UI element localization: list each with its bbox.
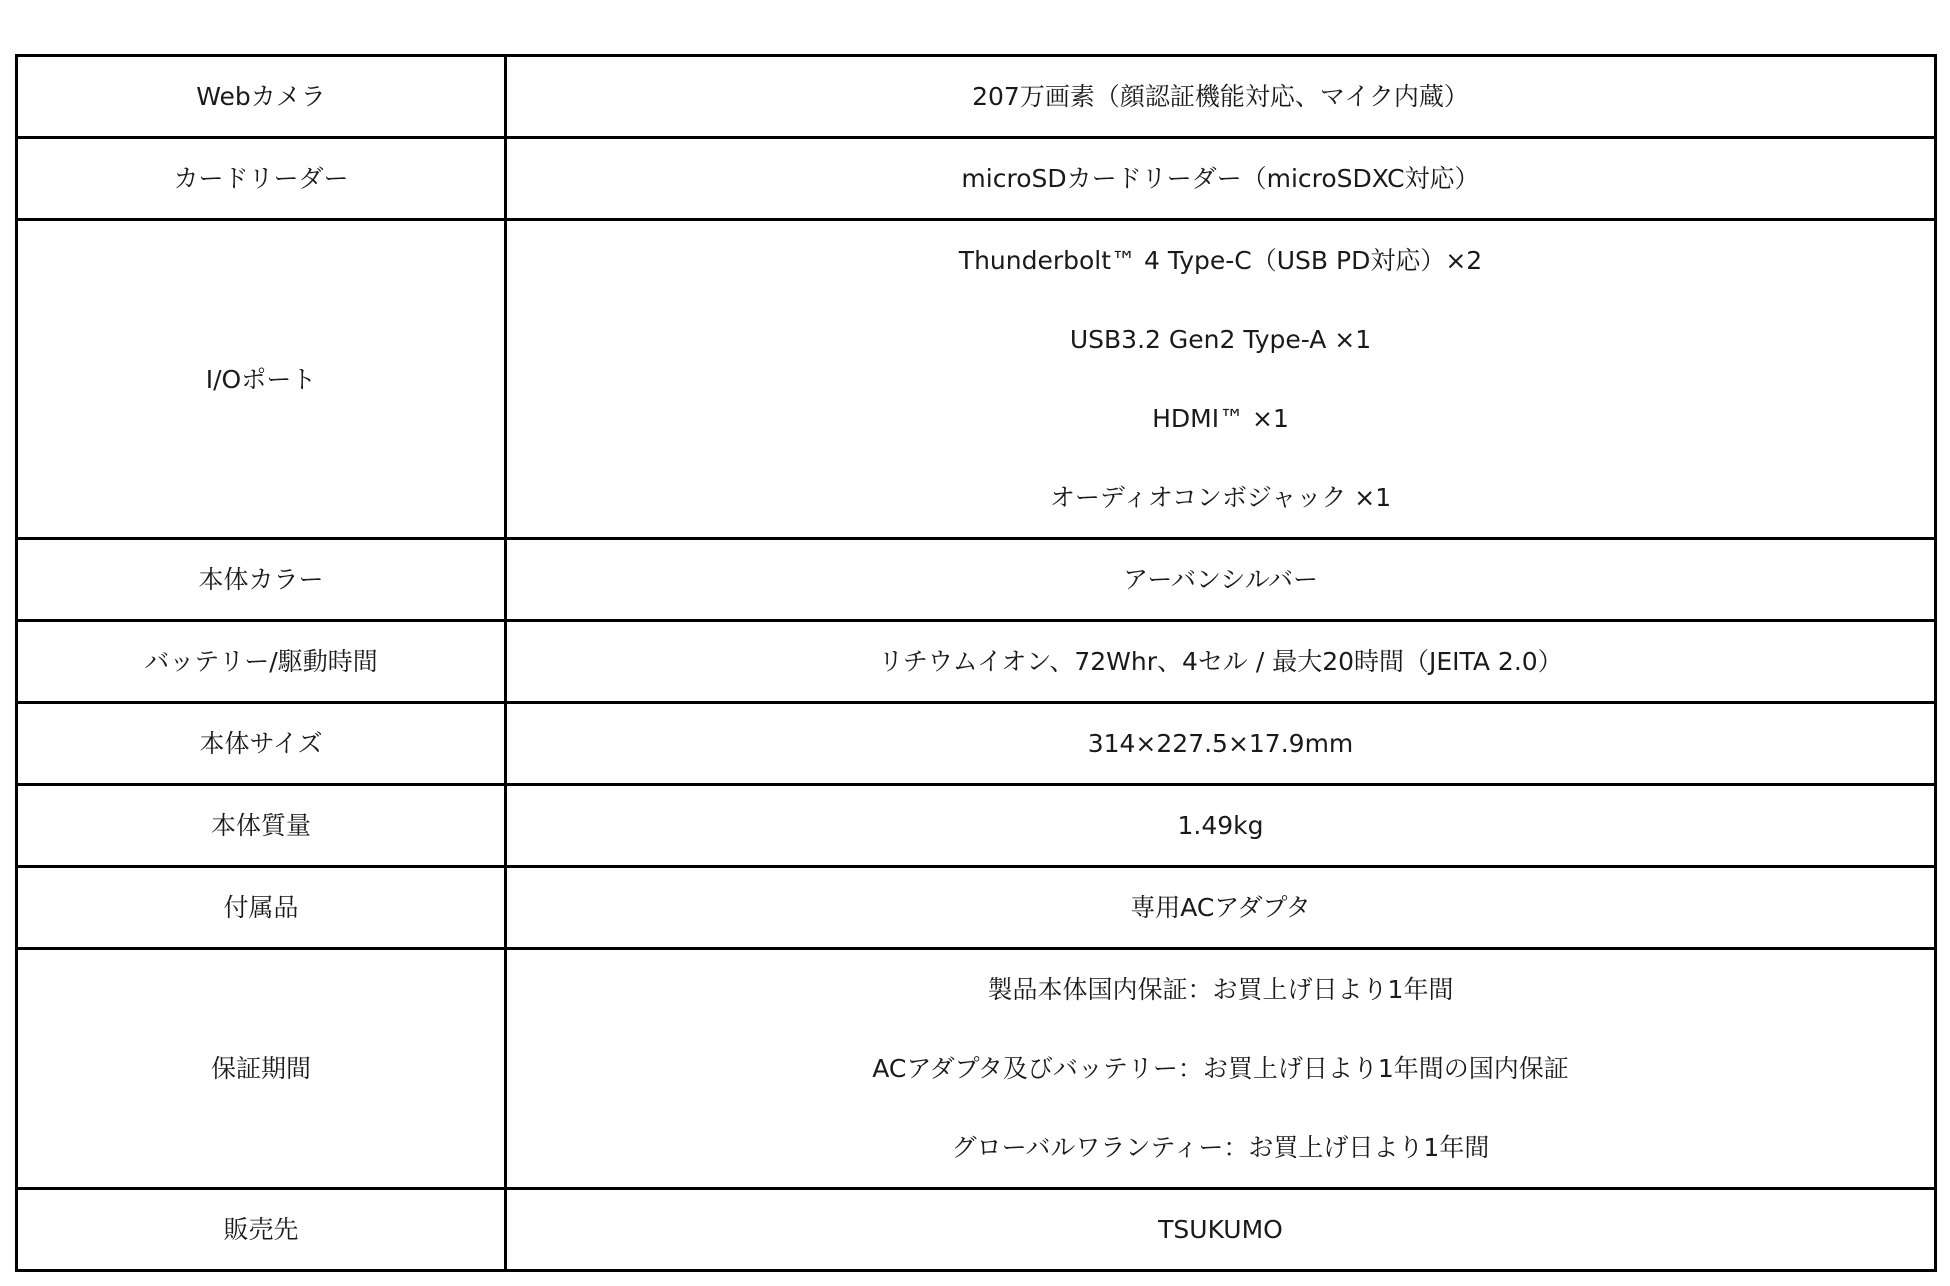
- row-value: [506, 621, 1936, 703]
- value-line: ACアダプタ及びバッテリー：お買上げ日より1年間の国内保証: [872, 1054, 1569, 1083]
- row-label: 本体サイズ: [17, 703, 506, 785]
- table-row: [17, 621, 1936, 703]
- table-row: [17, 1189, 1936, 1271]
- value-line: TSUKUMO: [1158, 1215, 1283, 1244]
- row-value: [506, 1189, 1936, 1271]
- value-line: リチウムイオン、72Whr、4セル / 最大20時間（JEITA 2.0）: [878, 647, 1563, 676]
- value-line: アーバンシルバー: [1122, 565, 1318, 594]
- row-value: [506, 539, 1936, 621]
- row-label: 保証期間: [17, 949, 506, 1189]
- table-row: [17, 703, 1936, 785]
- row-label: 販売先: [17, 1189, 506, 1271]
- value-line: HDMI™ ×1: [1152, 404, 1289, 433]
- value-line: オーディオコンボジャック ×1: [1049, 483, 1392, 512]
- table-row: [17, 539, 1936, 621]
- value-line: 製品本体国内保証：お買上げ日より1年間: [987, 975, 1454, 1004]
- value-line: Thunderbolt™ 4 Type-C（USB PD対応）×2: [958, 246, 1483, 275]
- row-value: [506, 949, 1936, 1189]
- table-row: [17, 220, 1936, 539]
- value-line: 1.49kg: [1177, 811, 1264, 840]
- spec-table: [15, 54, 1937, 1272]
- value-line: USB3.2 Gen2 Type-A ×1: [1069, 325, 1372, 354]
- table-row: [17, 56, 1936, 138]
- row-label: カードリーダー: [17, 138, 506, 220]
- row-label: Webカメラ: [17, 56, 506, 138]
- row-label: 本体カラー: [17, 539, 506, 621]
- row-value: [506, 867, 1936, 949]
- row-value: [506, 703, 1936, 785]
- value-line: 314×227.5×17.9mm: [1087, 729, 1354, 758]
- table-row: [17, 785, 1936, 867]
- row-value: [506, 785, 1936, 867]
- row-label: バッテリー/駆動時間: [17, 621, 506, 703]
- value-line: 専用ACアダプタ: [1130, 893, 1311, 922]
- value-line: グローバルワランティー：お買上げ日より1年間: [951, 1133, 1490, 1162]
- table-row: [17, 138, 1936, 220]
- row-label: I/Oポート: [17, 220, 506, 539]
- row-value: [506, 56, 1936, 138]
- table-row: [17, 949, 1936, 1189]
- row-value: [506, 138, 1936, 220]
- row-label: 本体質量: [17, 785, 506, 867]
- table-row: [17, 867, 1936, 949]
- row-label: 付属品: [17, 867, 506, 949]
- row-value: [506, 220, 1936, 539]
- value-line: microSDカードリーダー（microSDXC対応）: [961, 164, 1480, 193]
- value-line: 207万画素（顔認証機能対応、マイク内蔵）: [972, 82, 1469, 111]
